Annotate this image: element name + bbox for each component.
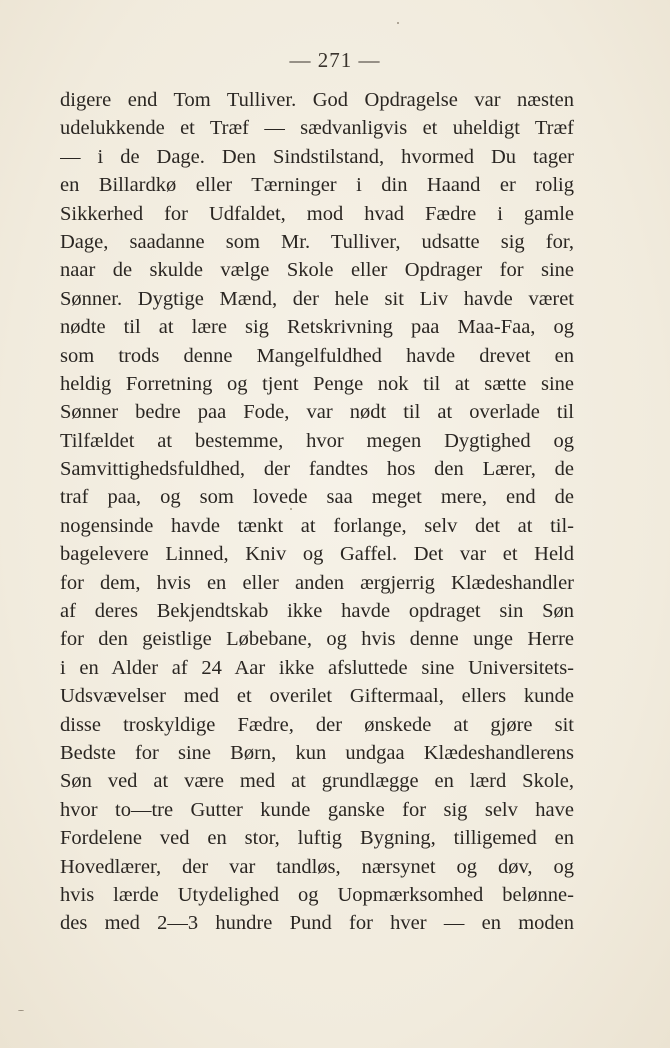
text-line: af deres Bekjendtskab ikke havde opdraget sin Søn — [60, 600, 574, 623]
text-line: digere end Tom Tulliver. God Opdragelse var næsten — [60, 89, 574, 111]
text-line: Tilfældet at bestemme, hvor megen Dygtighed og — [60, 429, 574, 452]
text-line: udelukkende et Træf — sædvanligvis et uheldigt Træf — [60, 117, 574, 140]
text-line: nogensinde havde tænkt at forlange, selv det at til- — [60, 514, 574, 537]
text-line: Fordelene ved en stor, luftig Bygning, tilligemed en — [60, 827, 574, 850]
text-line: for den geistlige Løbebane, og hvis denne unge Herre — [60, 628, 574, 651]
paper-speck — [397, 22, 399, 24]
text-line: bagelevere Linned, Kniv og Gaffel. Det var et Held — [60, 543, 574, 566]
text-line: traf paa, og som lovede saa meget mere, end de — [60, 486, 574, 509]
paper-speck — [18, 1010, 24, 1011]
text-line: som trods denne Mangelfuldhed havde drevet en — [60, 344, 574, 367]
text-line: Sikkerhed for Udfaldet, mod hvad Fædre i gamle — [60, 202, 574, 225]
text-line: Søn ved at være med at grundlægge en lærd Skole, — [60, 770, 574, 793]
text-line: en Billardkø eller Tærninger i din Haand er rolig — [60, 174, 574, 197]
text-line: hvis lærde Utydelighed og Uopmærksomhed belønne- — [60, 883, 574, 906]
text-line: i en Alder af 24 Aar ikke afsluttede sine Universitets- — [60, 656, 574, 679]
text-line: Udsvævelser med et overilet Giftermaal, ellers kunde — [60, 685, 574, 708]
text-line: — i de Dage. Den Sindstilstand, hvormed Du tager — [60, 145, 574, 168]
page-number: — 271 — — [289, 48, 381, 72]
text-line: Samvittighedsfuldhed, der fandtes hos den Lærer, de — [60, 458, 574, 481]
text-line: nødte til at lære sig Retskrivning paa Maa-Faa, og — [60, 316, 574, 339]
text-line: Dage, saadanne som Mr. Tulliver, udsatte sig for, — [60, 230, 574, 253]
text-line: heldig Forretning og tjent Penge nok til at sætte sine — [60, 372, 574, 395]
text-line: disse troskyldige Fædre, der ønskede at gjøre sit — [60, 713, 574, 736]
text-line: for dem, hvis en eller anden ærgjerrig Klædeshandler — [60, 571, 574, 594]
body-text — [60, 86, 574, 938]
text-line: Hovedlærer, der var tandløs, nærsynet og døv, og — [60, 855, 574, 878]
text-line: Sønner. Dygtige Mænd, der hele sit Liv havde været — [60, 287, 574, 310]
text-line: hvor to—tre Gutter kunde ganske for sig selv have — [60, 798, 574, 821]
paper-speck — [290, 508, 292, 510]
text-line: Bedste for sine Børn, kun undgaa Klædeshandlerens — [60, 741, 574, 764]
text-line: Sønner bedre paa Fode, var nødt til at overlade til — [60, 401, 574, 424]
text-line: des med 2—3 hundre Pund for hver — en moden — [60, 912, 574, 935]
text-line: naar de skulde vælge Skole eller Opdrager for sine — [60, 259, 574, 282]
